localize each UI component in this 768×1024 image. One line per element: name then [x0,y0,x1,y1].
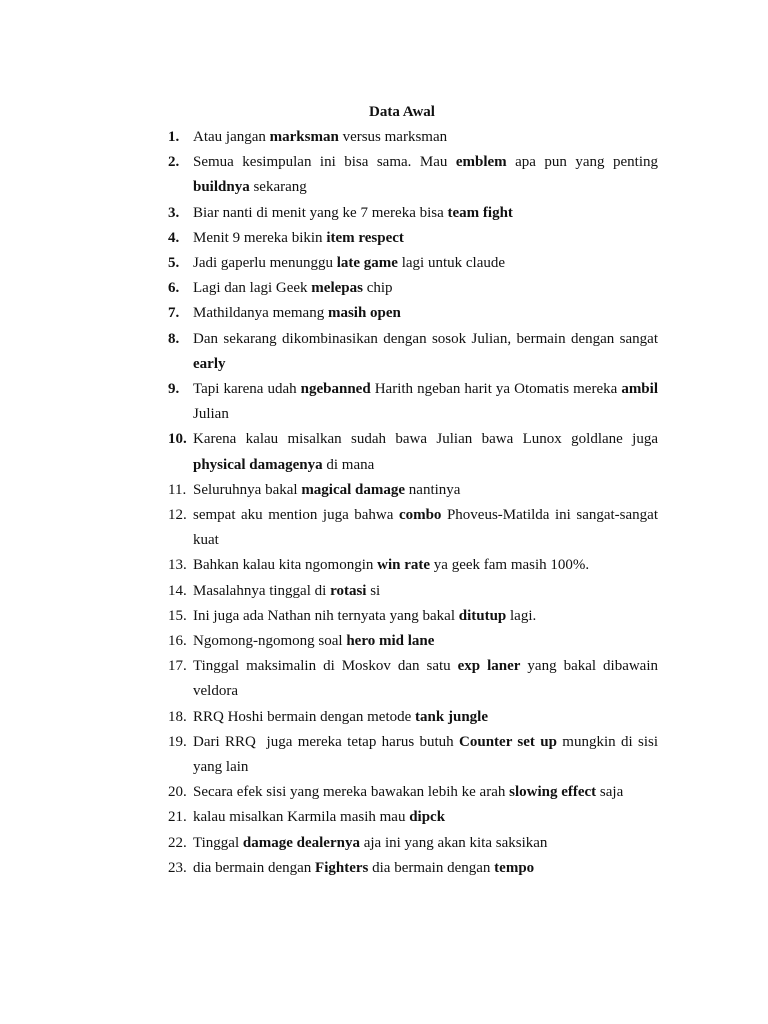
list-item-number: 21. [168,809,187,826]
text-segment: Tinggal maksimalin di Moskov dan satu [193,658,458,675]
bold-term: Fighters [315,859,369,876]
list-item [168,553,658,578]
bold-term: ambil [621,381,658,398]
list-item-text [193,831,658,856]
text-segment: Menit 9 mereka bikin [193,229,327,246]
list-item-text [193,226,658,251]
list-item-number: 11. [168,481,187,498]
text-segment: Phoveus-Matilda ini sangat-sangat kuat [193,507,662,549]
text-segment: apa pun yang penting [506,154,662,171]
text-segment: mungkin di sisi yang lain [193,733,662,776]
text-segment: kalau misalkan Karmila masih mau [193,809,410,826]
document-title: Data Awal [369,104,435,120]
list-item-number: 16. [168,633,187,650]
list-item [168,377,662,427]
text-segment: Tapi karena udah [193,381,301,398]
list-item-number: 12. [168,507,187,524]
list-item-number: 22. [168,834,187,851]
list-item-text [193,553,658,578]
list-item-number: 18. [168,708,187,725]
list-item-text [193,427,662,477]
text-segment: Ngomong-ngomong soal [193,633,347,650]
list-item-text [193,780,658,805]
list-item [168,150,662,200]
text-segment: RRQ Hoshi bermain dengan metode [193,708,416,725]
list-item-text [193,856,658,881]
list-item-text [193,276,658,301]
bold-term: tempo [494,859,535,876]
text-segment: Tinggal [193,834,243,851]
list-item-number: 2. [168,154,180,171]
bold-term: win rate [377,557,431,574]
list-item [168,125,658,150]
text-segment: Ini juga ada Nathan nih ternyata yang bakal [193,607,459,624]
text-segment: Dan sekarang dikombinasikan dengan sosok Julian, bermain dengan sangat [193,330,662,347]
list-item [168,705,658,730]
text-segment: sekarang [249,179,307,196]
list-item-number: 17. [168,658,187,675]
bold-term: combo [398,507,442,524]
list-item [168,226,658,251]
text-segment: dia bermain dengan [193,859,316,876]
text-segment: aja ini yang akan kita saksikan [359,834,548,851]
bold-term: physical damagenya [193,456,323,473]
list-item-text [193,478,658,503]
list-item-text [193,251,658,276]
list-item-number: 15. [168,607,187,624]
list-item-text [193,503,662,553]
list-item-text [193,579,658,604]
bold-term: late game [336,255,398,272]
text-segment: Seluruhnya bakal [193,481,302,498]
text-segment: Lagi dan lagi Geek [193,280,312,297]
list-item [168,805,658,830]
list-item-number: 23. [168,859,187,876]
bold-term: hero mid lane [346,633,435,650]
list-item-text [193,150,662,200]
list-item [168,251,658,276]
list-item-number: 9. [168,381,180,398]
list-item [168,730,662,780]
text-segment: chip [362,280,393,297]
list-item [168,856,658,881]
list-item [168,629,658,654]
text-segment: si [366,582,381,599]
list-item-number: 19. [168,733,187,750]
list-item-text [193,730,662,780]
list-item [168,831,658,856]
text-segment: Atau jangan [193,129,270,145]
text-segment: versus marksman [338,129,448,145]
text-segment: Harith ngeban harit ya Otomatis mereka [370,381,622,398]
list-item [168,478,658,503]
list-item-number: 3. [168,204,180,221]
bold-term: ngebanned [300,381,371,398]
text-segment: Semua kesimpulan ini bisa sama. Mau [193,154,456,171]
list-item-text [193,654,662,704]
bold-term: buildnya [193,179,250,196]
text-segment: dia bermain dengan [368,859,495,876]
bold-term: melepas [311,280,363,297]
list-item-number: 8. [168,330,180,347]
list-item-text [193,301,658,326]
bold-term: team fight [447,204,513,221]
list-item-number: 6. [168,280,180,297]
bold-term: exp laner [457,658,521,675]
list-item [168,201,658,226]
list-item-text [193,805,658,830]
bold-term: magical damage [301,481,406,498]
list-item-number: 10. [168,431,187,448]
text-segment: lagi. [506,607,537,624]
list-item [168,327,662,377]
list-item [168,427,662,477]
text-segment: Bahkan kalau kita ngomongin [193,557,378,574]
list-item-text [193,125,658,150]
list-item [168,579,658,604]
bold-term: ditutup [458,607,507,624]
numbered-list [168,125,662,881]
bold-term: tank jungle [415,708,488,725]
list-item [168,780,658,805]
text-segment: Secara efek sisi yang mereka bawakan lebih ke arah [193,784,510,801]
bold-term: dipck [409,809,446,826]
bold-term: emblem [455,154,507,171]
text-segment: Dari RRQ juga mereka tetap harus butuh [193,733,460,750]
text-segment: yang bakal dibawain veldora [193,658,662,700]
text-segment: Mathildanya memang [193,305,328,322]
list-item-number: 1. [168,129,180,145]
bold-term: slowing effect [509,784,597,801]
list-item [168,301,658,326]
list-item-number: 13. [168,557,187,574]
list-item-text [193,377,662,427]
list-item-number: 4. [168,229,180,246]
text-segment: ya geek fam masih 100%. [430,557,590,574]
list-item-text [193,604,658,629]
list-item-number: 7. [168,305,180,322]
bold-term: early [193,355,226,372]
text-segment: di mana [322,456,375,473]
list-item-text [193,705,658,730]
bold-term: rotasi [330,582,367,599]
list-item-number: 20. [168,784,187,801]
bold-term: item respect [326,229,404,246]
bold-term: Counter set up [459,733,557,750]
list-item [168,654,662,704]
text-segment: Jadi gaperlu menunggu [193,255,337,272]
list-item-number: 5. [168,255,180,272]
bold-term: masih open [327,305,401,322]
text-segment: Biar nanti di menit yang ke 7 mereka bisa [193,204,448,221]
list-item-text [193,201,658,226]
text-segment: Julian [193,381,662,423]
list-item [168,604,658,629]
list-item-number: 14. [168,582,187,599]
list-item [168,276,658,301]
text-segment: Masalahnya tinggal di [193,582,331,599]
bold-term: damage dealernya [242,834,360,851]
list-item-text [193,629,658,654]
text-segment: Karena kalau misalkan sudah bawa Julian bawa Lunox goldlane juga [193,431,662,448]
list-item [168,503,662,553]
list-item-text [193,327,662,377]
bold-term: marksman [269,129,339,145]
text-segment: lagi untuk claude [397,255,506,272]
text-segment: saja [596,784,624,801]
text-segment: nantinya [405,481,461,498]
text-segment: sempat aku mention juga bahwa [193,507,399,524]
